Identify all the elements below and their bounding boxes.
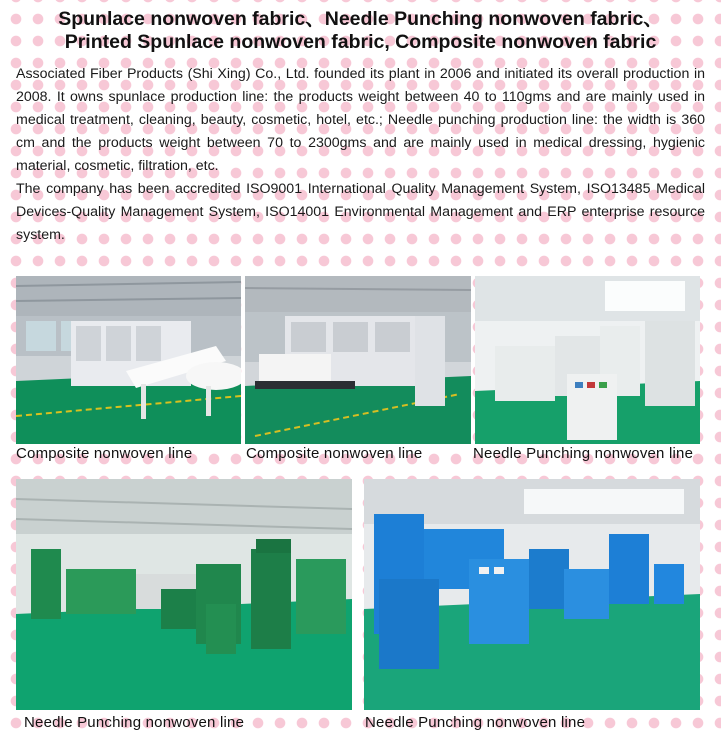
machine-body: [31, 549, 61, 619]
paragraph-production: Associated Fiber Products (Shi Xing) Co., Ltd. founded its plant in 2006 and initiated its overall production in 2008. It owns spunlace production line: the products weight between 40 to 110gms and are mainly used in medical treatment, cleaning, beauty, cosmetic, hotel, etc.; Needle punching production line: the width is 360 cm and the products weight between 70 to 2300gms and are mainly used in medical dressing, hygienic material, cosmetic, filtration, etc.: [16, 66, 705, 174]
photo-caption: Needle Punching nonwoven line: [473, 445, 694, 462]
needle-punching-line-photo-1: [475, 276, 700, 444]
composite-line-photo-2: [245, 276, 471, 444]
photo-caption: Needle Punching nonwoven line: [24, 714, 245, 731]
photo-caption: Composite nonwoven line: [246, 445, 423, 462]
title-line-2: Printed Spunlace nonwoven fabric, Composite nonwoven fabric: [64, 31, 657, 53]
page-title: [6, 8, 715, 54]
photo-caption: Needle Punching nonwoven line: [365, 714, 586, 731]
photo-caption: Composite nonwoven line: [16, 445, 193, 462]
paragraph-certification: The company has been accredited ISO9001 International Quality Management System, ISO13485 Medical Devices-Quality Management System, ISO14001 Environmental Management and ERP enterprise resource system.: [16, 181, 705, 243]
composite-line-photo-1: [16, 276, 241, 444]
machine-body: [495, 346, 555, 401]
title-line-1: Spunlace nonwoven fabric、Needle Punching nonwoven fabric、: [58, 8, 663, 30]
needle-punching-line-photo-3: [364, 479, 700, 710]
company-description: [16, 63, 705, 247]
needle-punching-line-photo-2: [16, 479, 352, 710]
